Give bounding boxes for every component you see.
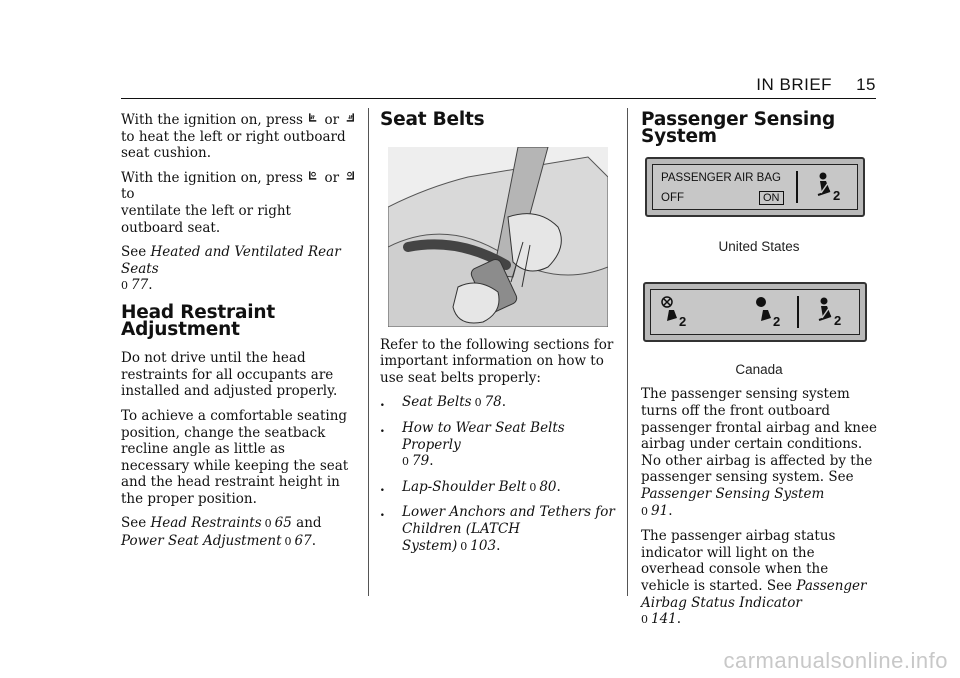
column-left (121, 112, 357, 559)
canada-caption: Canada (735, 361, 783, 377)
heated-seat-right-icon (343, 112, 356, 126)
xref-wear-belts-link[interactable]: How to Wear Seat Belts Properly (402, 419, 565, 453)
xref-arrow-icon: 0 (121, 279, 128, 293)
svg-text:2: 2 (834, 312, 842, 328)
list-item: . Lap-Shoulder Belt 0 80. (380, 478, 561, 495)
xref-arrow-icon: 0 (264, 517, 272, 531)
ventilated-seat-instructions: With the ignition on, press or to ventilate the left or right outboard seat. (121, 170, 357, 236)
svg-text:2: 2 (773, 313, 781, 328)
heated-seat-left-icon (307, 112, 320, 126)
passenger-sensing-heading: Passenger Sensing System (641, 109, 836, 147)
ventilated-seat-right-icon (343, 170, 356, 184)
us-caption: United States (718, 239, 800, 255)
column-right (641, 109, 877, 637)
page-number: 15 (856, 75, 876, 94)
passenger-seated-icon (813, 296, 847, 328)
list-item: . Lower Anchors and Tethers for Children (LATCH System) 0 103. (380, 504, 615, 554)
head-restraint-heading: Head Restraint Adjustment (121, 301, 276, 340)
us-status-panel (645, 157, 865, 217)
bullet-dot: . (380, 504, 385, 521)
running-header (756, 75, 876, 95)
bullet-dot: . (380, 394, 385, 411)
bullet-dot: . (380, 478, 385, 495)
section-title: IN BRIEF (756, 75, 833, 94)
seat-belts-intro: Refer to the following sections for important information on how to use seat belts properly: (380, 336, 614, 386)
xref-lap-shoulder-link[interactable]: Lap-Shoulder Belt (402, 478, 527, 495)
xref-power-seat-link[interactable]: Power Seat Adjustment (121, 533, 282, 550)
xref-airbag-indicator-link[interactable]: Passenger Airbag Status Indicator (641, 577, 867, 611)
xref-head-restraints-link[interactable]: Head Restraints (150, 515, 262, 532)
column-middle (380, 109, 615, 563)
xref-arrow-icon: 0 (529, 480, 537, 494)
heated-seat-instructions: With the ignition on, press or to heat the left or right outboard seat cushion. (121, 112, 357, 162)
airbag-on-icon (753, 296, 787, 328)
panel-label-off: OFF (661, 192, 684, 205)
xref-arrow-icon: 0 (641, 504, 648, 518)
head-restraint-comfort: To achieve a comfortable seating position, change the seatback recline angle as little as necessary while keeping the seat and the head restraint height in the proper position. (121, 407, 349, 507)
passenger-sensing-description: The passenger sensing system turns off the front outboard passenger frontal airbag and knee airbag under certain conditions. No other airbag is affected by the passenger sensing system. See Passenger Sensing System 0 91. (641, 386, 877, 519)
column-divider-1 (368, 108, 369, 596)
list-item: . Seat Belts 0 78. (380, 394, 507, 411)
xref-arrow-icon: 0 (284, 535, 292, 549)
xref-seat-belts-link[interactable]: Seat Belts (402, 394, 472, 411)
xref-arrow-icon: 0 (402, 455, 409, 469)
head-restraint-warning: Do not drive until the head restraints for all occupants are installed and adjusted properly. (121, 350, 338, 400)
seat-belts-heading: Seat Belts (380, 109, 485, 130)
airbag-indicator-description: The passenger airbag status indicator will light on the overhead console when the vehicle is started. See Passenger Airbag Status Indicator 0 141. (641, 528, 867, 628)
xref-arrow-icon: 0 (460, 539, 468, 553)
bullet-dot: . (380, 419, 385, 436)
xref-latch-link[interactable]: Lower Anchors and Tethers for Children (LATCH System) (402, 504, 615, 554)
svg-text:2: 2 (833, 188, 841, 204)
watermark: carmanualsonline.info (723, 648, 948, 673)
see-heated-seats: See Heated and Ventilated Rear Seats 0 77. (121, 244, 341, 294)
column-divider-2 (627, 108, 628, 596)
ventilated-seat-left-icon (307, 170, 320, 184)
xref-heated-seats-link[interactable]: Heated and Ventilated Rear Seats (121, 244, 341, 277)
xref-arrow-icon: 0 (641, 613, 648, 627)
xref-arrow-icon: 0 (474, 396, 482, 410)
header-rule (121, 98, 876, 99)
panel-label-passenger-air-bag: PASSENGER AIR BAG (661, 172, 781, 185)
panel-label-on: ON (759, 191, 784, 205)
passenger-seated-icon (812, 171, 846, 203)
xref-passenger-sensing-link[interactable]: Passenger Sensing System (641, 485, 825, 502)
list-item: . How to Wear Seat Belts Properly 0 79. (380, 419, 565, 470)
svg-text:2: 2 (679, 313, 687, 328)
canada-status-panel (643, 282, 867, 342)
airbag-off-icon (659, 296, 693, 328)
seat-belt-illustration (388, 147, 608, 327)
see-head-restraints: See Head Restraints 0 65 and Power Seat Adjustment 0 67. (121, 515, 322, 550)
